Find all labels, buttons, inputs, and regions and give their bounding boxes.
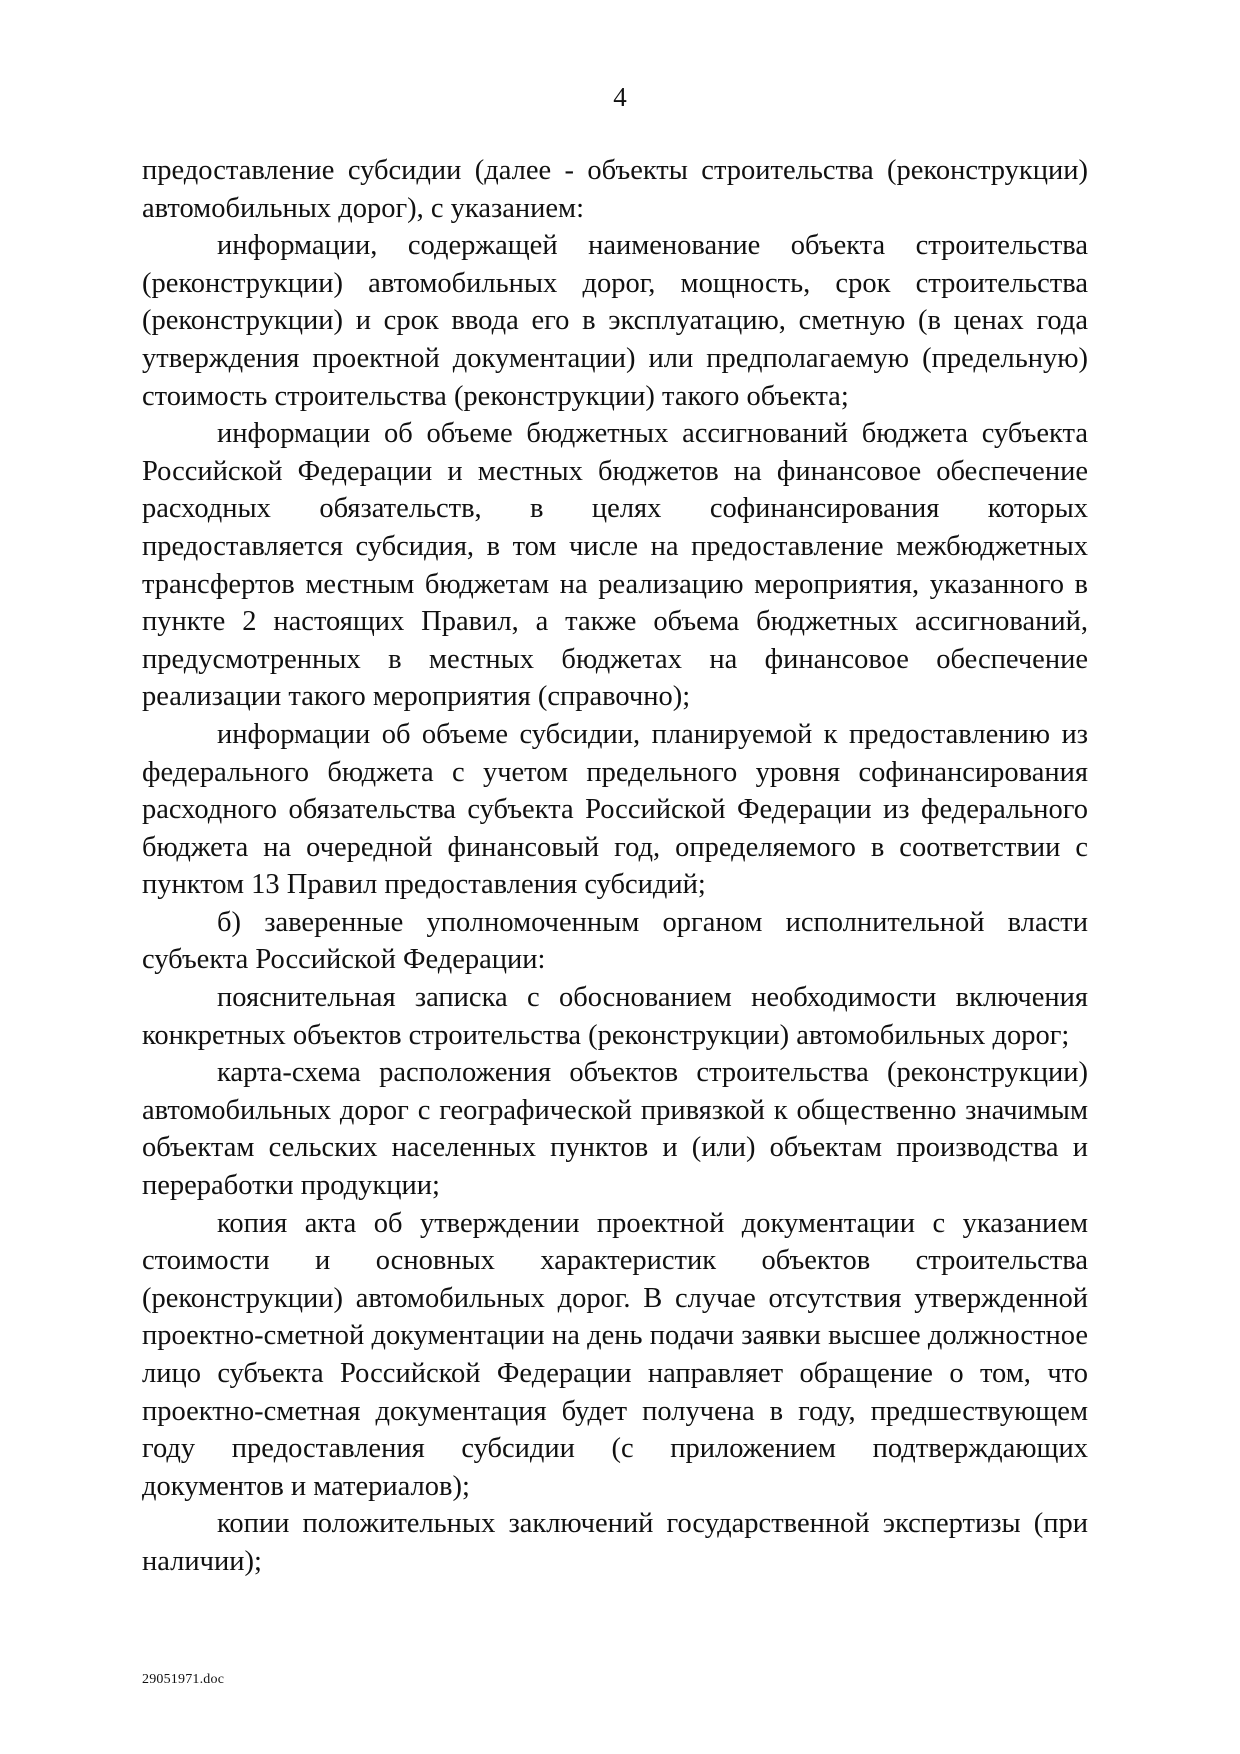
document-file-id: 29051971.doc [142, 1672, 225, 1687]
paragraph-subsidy-continuation: предоставление субсидии (далее - объекты строительства (реконструкции) автомобильных дорог), с указанием: [142, 155, 1088, 224]
paragraph-subsidy-volume: информации об объеме субсидии, планируемой к предоставлению из федерального бюджета с учетом предельного уровня софинансирования расходного обязательства субъекта Российской Федерации из федерального бюджета на очередной финансовый год, определяемого в соответствии с пунктом 13 Правил предоставления субсидий; [142, 718, 1088, 901]
paragraph-object-info: информации, содержащей наименование объекта строительства (реконструкции) автомобильных дорог, мощность, срок строительства (реконструкции) и срок ввода его в эксплуатацию, сметную (в ценах года утверждения проектной документации) или предполагаемую (предельную) стоимость строительства (реконструкции) такого объекта; [142, 230, 1088, 412]
paragraph-budget-allocations: информации об объеме бюджетных ассигнований бюджета субъекта Российской Федерации и местных бюджетов на финансовое обеспечение расходных обязательств, в целях софинансирования которых предоставляется субсидия, в том числе на предоставление межбюджетных трансфертов местным бюджетам на реализацию мероприятия, указанного в пункте 2 настоящих Правил, а также объема бюджетных ассигнований, предусмотренных в местных бюджетах на финансовое обеспечение реализации такого мероприятия (справочно); [142, 418, 1088, 713]
paragraph-map-scheme: карта-схема расположения объектов строительства (реконструкции) автомобильных дорог с географической привязкой к общественно значимым объектам сельских населенных пунктов и (или) объектам производства и переработки продукции; [142, 1057, 1088, 1202]
page-number: 4 [613, 82, 627, 112]
paragraph-item-b: б) заверенные уполномоченным органом исполнительной власти субъекта Российской Федерации: [142, 906, 1088, 976]
paragraph-explanatory-note: пояснительная записка с обоснованием необходимости включения конкретных объектов строительства (реконструкции) автомобильных дорог; [142, 982, 1088, 1051]
paragraph-act-copy: копия акта об утверждении проектной документации с указанием стоимости и основных характеристик объектов строительства (реконструкции) автомобильных дорог. В случае отсутствия утвержденной проектно-сметной документации на день подачи заявки высшее должностное лицо субъекта Российской Федерации направляет обращение о том, что проектно-сметная документация будет получена в году, предшествующем году предоставления субсидии (с приложением подтверждающих документов и материалов); [142, 1207, 1088, 1502]
paragraph-expertise-copies: копии положительных заключений государственной экспертизы (при наличии); [142, 1508, 1088, 1577]
document-body [142, 152, 1088, 1581]
